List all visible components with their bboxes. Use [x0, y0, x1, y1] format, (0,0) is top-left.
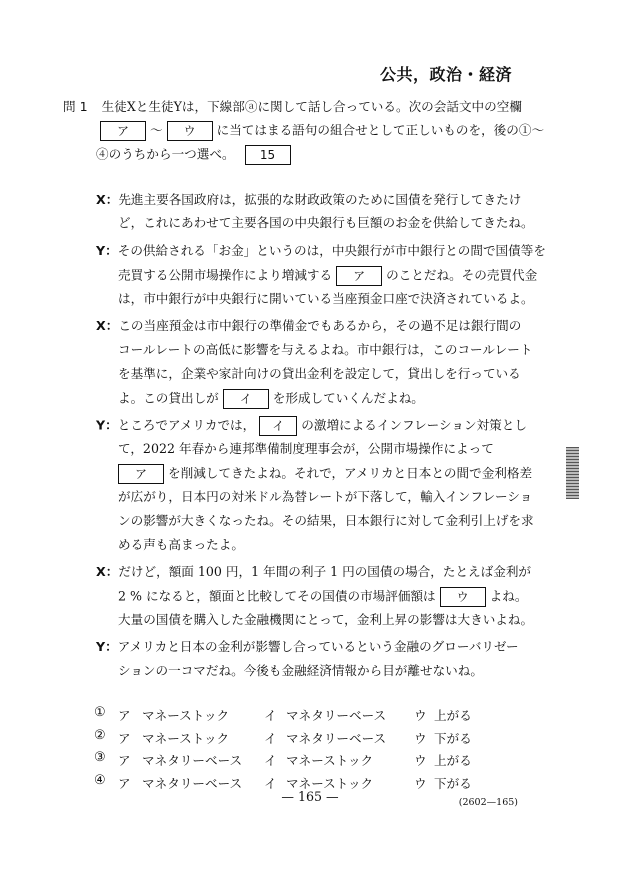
question-line-1 — [63, 98, 522, 116]
option-label-u: ウ — [414, 731, 427, 746]
x2-line-1 — [96, 317, 521, 335]
x3-text-2b: よね。 — [489, 588, 528, 604]
y2-line-6: める声も高まったよ。 — [118, 537, 244, 552]
option-u-value: 上がる — [434, 753, 472, 768]
option-u-value: 下がる — [434, 731, 472, 746]
option-number: ② — [94, 728, 106, 743]
y3-line-2: ションの一コマだね。今後も金融経済情報から目が離せないね。 — [118, 663, 483, 678]
option-label-i: イ — [264, 731, 277, 746]
blank-box-u: ウ — [440, 587, 486, 607]
option-label-i: イ — [264, 708, 277, 723]
option-i-value: マネーストック — [286, 776, 374, 791]
option-a-value: マネーストック — [142, 731, 230, 746]
option-u-value: 下がる — [434, 776, 472, 791]
question-text-3: ④のうちから一つ選べ。 — [96, 146, 235, 162]
speaker-x: X： — [96, 564, 119, 579]
option-u-value: 上がる — [434, 708, 472, 723]
x2-line-4 — [118, 389, 424, 409]
page-number: — 165 — — [281, 789, 339, 804]
y1-text-1: その供給される「お金」というのは，中央銀行が市中銀行との間で国債等を — [117, 243, 546, 258]
x3-line-2 — [118, 587, 527, 607]
blank-box-a: ア — [118, 464, 164, 484]
x3-text-1: だけど，額面 100 円，1 年間の利子 1 円の国債の場合，たとえば金利が — [118, 564, 532, 579]
y2-text-1a: ところでアメリカでは， — [117, 417, 256, 433]
x3-text-2a: 2 % になると，額面と比較してその国債の市場評価額は — [118, 588, 436, 604]
y1-line-2 — [118, 266, 537, 286]
exam-code: (2602—165) — [458, 797, 518, 808]
option-label-a: ア — [118, 708, 131, 723]
x1-text-1: 先進主要各国政府は，拡張的な財政政策のために国債を発行してきたけ — [118, 192, 522, 207]
option-label-u: ウ — [414, 753, 427, 768]
y3-line-1 — [96, 638, 519, 656]
y2-line-4: が広がり，日本円の対米ドル為替レートが下落して，輸入インフレーショ — [118, 489, 533, 504]
page-edge-tab-marker — [566, 447, 579, 499]
speaker-x: X： — [96, 192, 119, 207]
option-label-u: ウ — [414, 776, 427, 791]
y1-text-2a: 売買する公開市場操作により増減する — [118, 267, 333, 283]
option-a-value: マネーストック — [142, 708, 230, 723]
y1-text-2b: のことだね。その売買代金 — [386, 267, 538, 283]
option-label-i: イ — [264, 776, 277, 791]
speaker-y: Y： — [96, 639, 118, 654]
y1-line-3: は，市中銀行が中央銀行に開いている当座預金口座で決済されているよ。 — [118, 291, 534, 306]
question-number: 問 1 — [63, 99, 88, 114]
y3-text-1: アメリカと日本の金利が影響し合っているという金融のグローバリゼー — [117, 639, 519, 654]
y2-text-3b: を削減してきたよね。それで，アメリカと日本との間で金利格差 — [168, 465, 533, 481]
speaker-y: Y： — [96, 243, 118, 258]
x1-line-2: ど，これにあわせて主要各国の中央銀行も巨額のお金を供給してきたね。 — [118, 215, 534, 230]
blank-box-u: ウ — [167, 121, 213, 141]
y2-line-2: て，2022 年春から連邦準備制度理事会が，公開市場操作によって — [118, 441, 494, 456]
option-i-value: マネーストック — [286, 753, 374, 768]
option-number: ① — [94, 705, 106, 720]
option-i-value: マネタリーベース — [286, 708, 387, 723]
speaker-x: X： — [96, 318, 119, 333]
option-label-i: イ — [264, 753, 277, 768]
x2-line-2: コールレートの高低に影響を与えるよね。市中銀行は，このコールレート — [118, 342, 533, 357]
x2-line-3: を基準に，企業や家計向けの貸出金利を設定して，貸出しを行っている — [118, 366, 521, 381]
option-number: ④ — [94, 773, 106, 788]
x2-text-1: この当座預金は市中銀行の準備金でもあるから，その過不足は銀行間の — [118, 318, 522, 333]
y1-line-1 — [96, 242, 546, 260]
option-number: ③ — [94, 750, 106, 765]
tilde: 〜 — [150, 122, 163, 138]
option-a-value: マネタリーベース — [142, 776, 243, 791]
x2-text-4a: よ。この貸出しが — [118, 390, 219, 406]
y2-text-1b: の激増によるインフレーション対策とし — [301, 417, 527, 433]
option-label-u: ウ — [414, 708, 427, 723]
y2-line-3 — [118, 464, 532, 484]
blank-box-i: イ — [223, 389, 269, 409]
blank-box-a: ア — [336, 266, 382, 286]
x2-text-4b: を形成していくんだよね。 — [272, 390, 424, 406]
question-line-2 — [96, 121, 544, 141]
option-a-value: マネタリーベース — [142, 753, 243, 768]
option-label-a: ア — [118, 753, 131, 768]
y2-line-1 — [96, 416, 527, 436]
blank-box-a: ア — [100, 121, 146, 141]
speaker-y: Y： — [96, 417, 118, 433]
answer-number-box: 15 — [245, 145, 291, 165]
y2-line-5: ンの影響が大きくなったね。その結果，日本銀行に対して金利引上げを求 — [118, 513, 534, 528]
option-label-a: ア — [118, 776, 131, 791]
subject-title: 公共，政治・経済 — [379, 65, 512, 84]
x3-line-1 — [96, 563, 531, 581]
question-text-2: に当てはまる語句の組合せとして正しいものを，後の①〜 — [216, 122, 545, 138]
blank-box-i: イ — [259, 416, 297, 436]
x3-line-3: 大量の国債を購入した金融機関にとって，金利上昇の影響は大きいよね。 — [118, 612, 534, 627]
question-line-3 — [96, 145, 295, 165]
option-i-value: マネタリーベース — [286, 731, 387, 746]
question-text-1: 生徒Xと生徒Yは，下線部ⓐに関して話し合っている。次の会話文中の空欄 — [101, 99, 522, 114]
option-label-a: ア — [118, 731, 131, 746]
x1-line-1 — [96, 191, 521, 209]
